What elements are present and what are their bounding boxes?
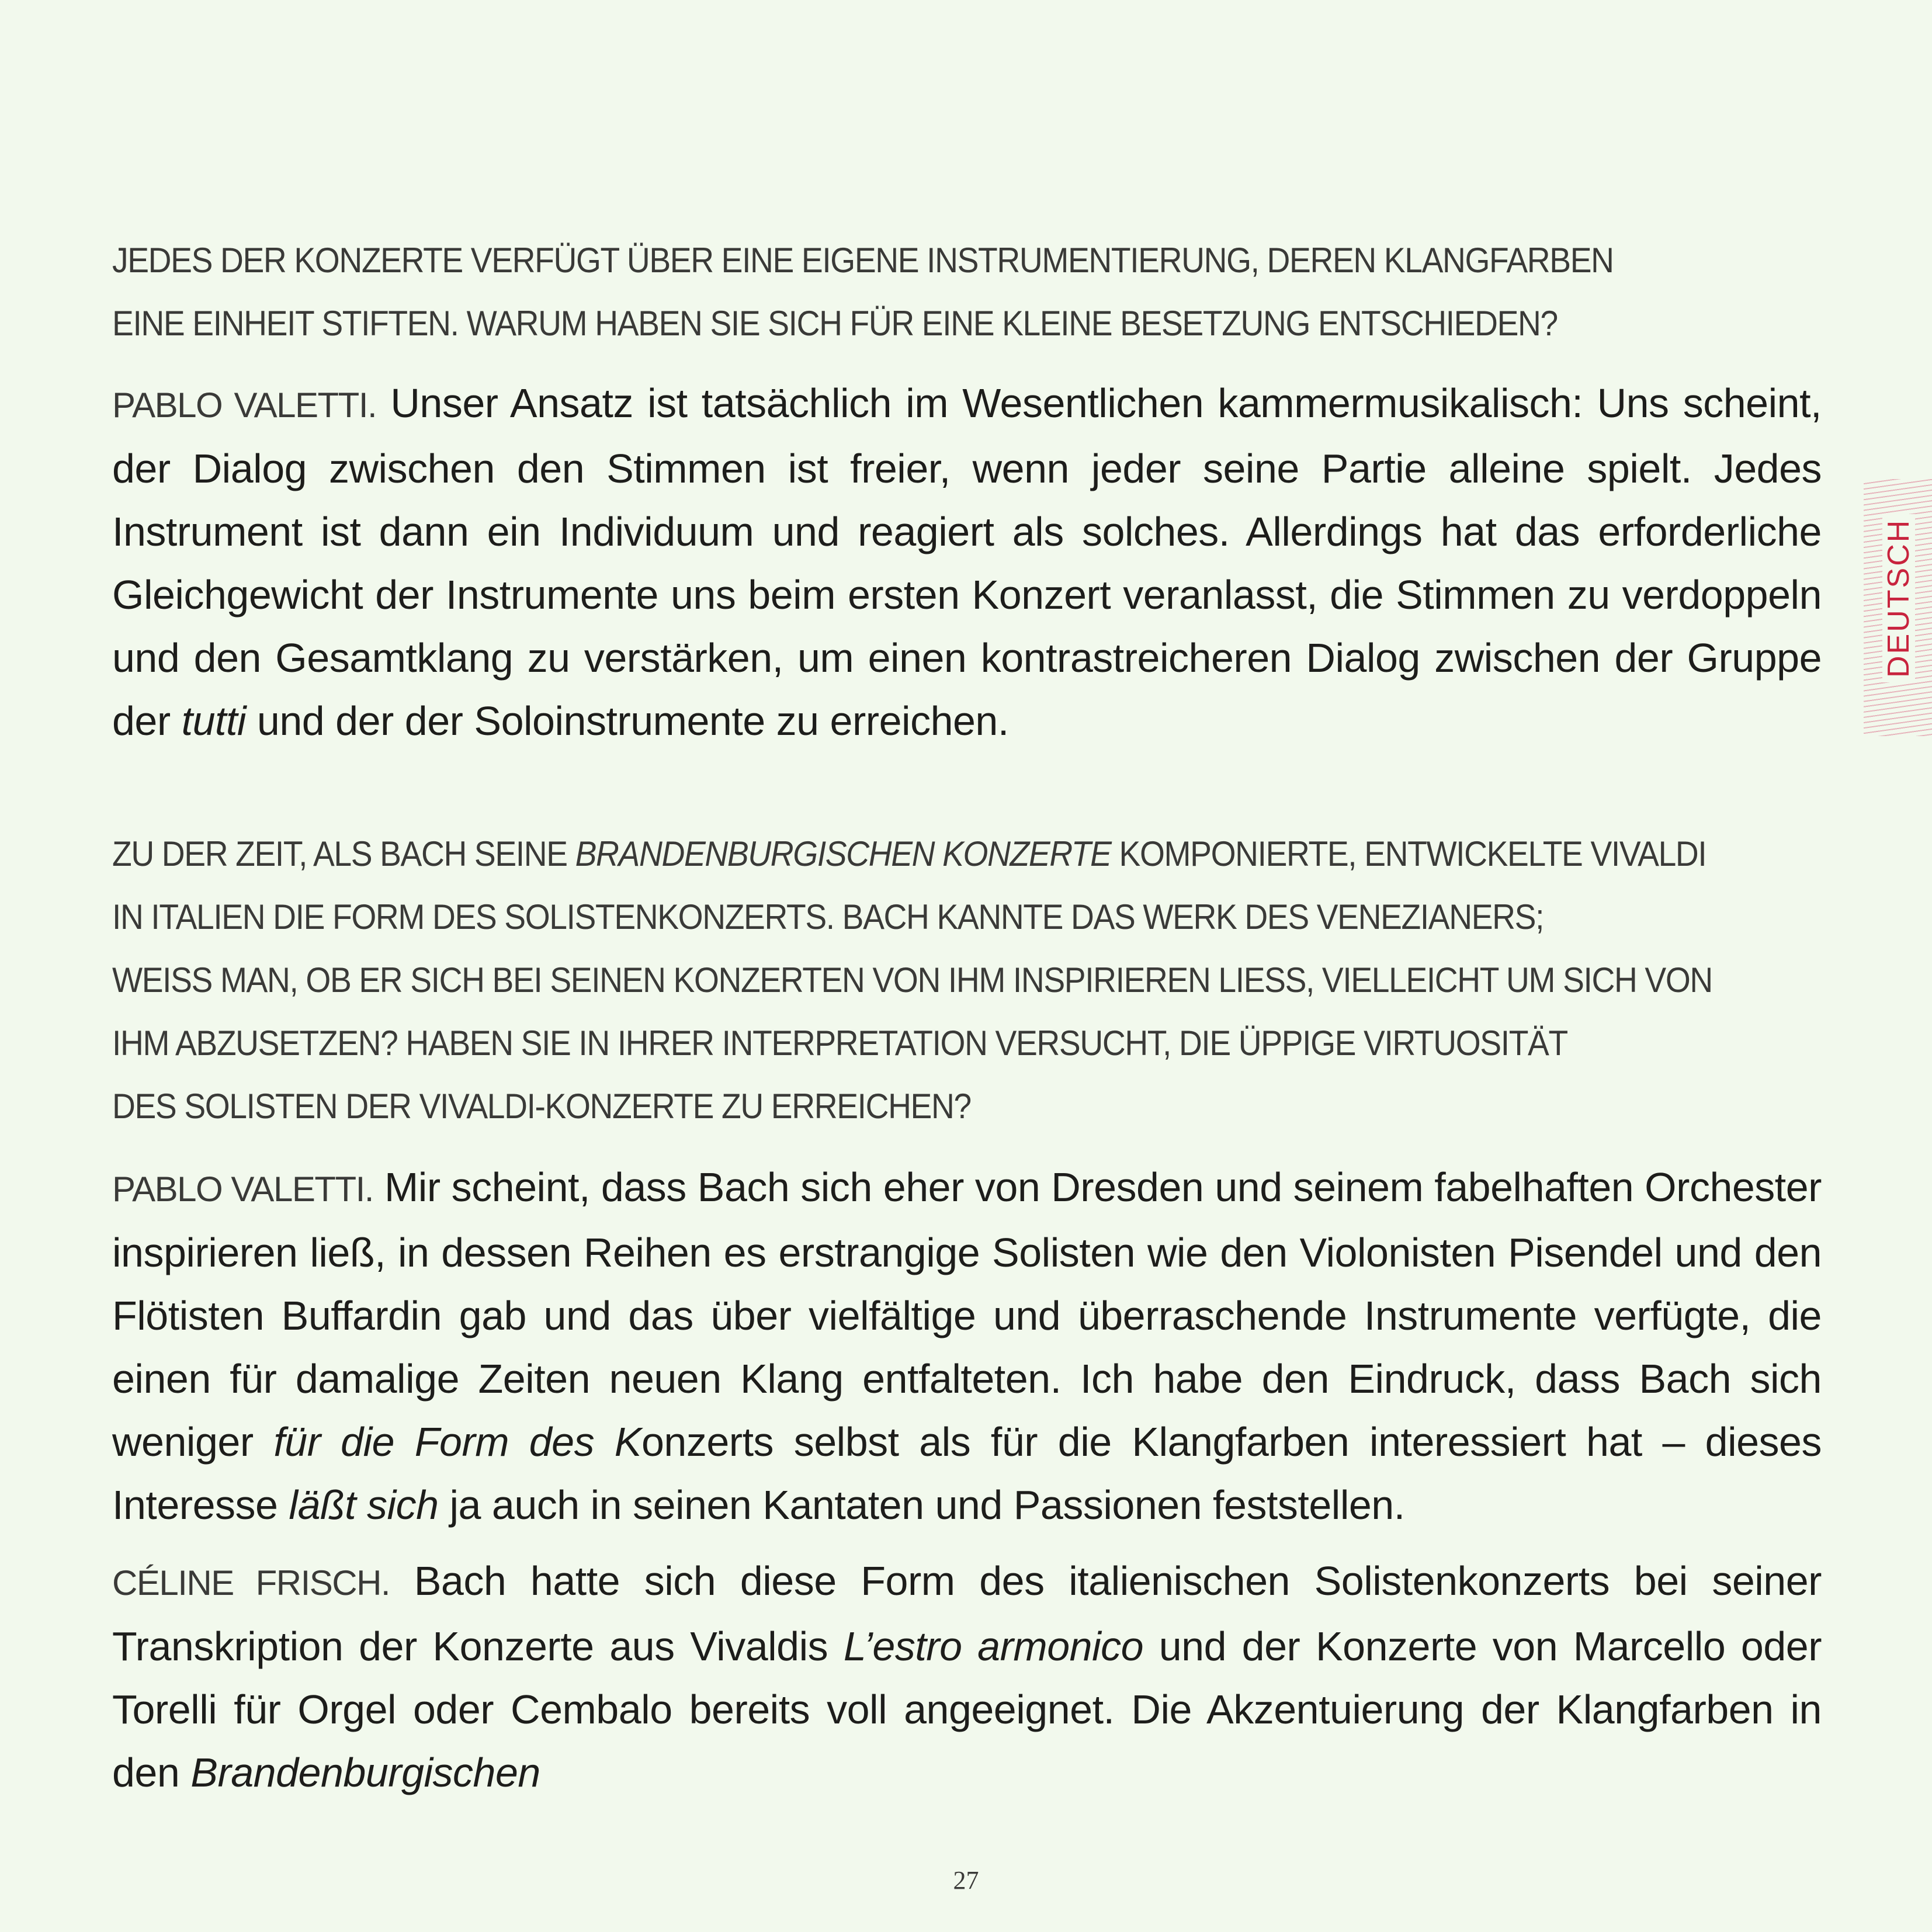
interview-block-2 <box>112 823 1822 1804</box>
question-2-line-1-a: ZU DER ZEIT, ALS BACH SEINE <box>112 834 575 873</box>
speaker-name: PABLO VALETTI. <box>112 1170 373 1209</box>
answer-3-italic-1: L’estro armonico <box>843 1624 1144 1669</box>
question-1 <box>112 229 1810 355</box>
answer-2 <box>112 1156 1822 1536</box>
question-2-line-1-italic: BRANDENBURGISCHEN KONZERTE <box>575 834 1111 873</box>
answer-3-text-2: und der Konzerte von Marcello oder Torelli für Orgel oder Cembalo bereits voll angeeignet. Die Akzentuierung der Klangfarben in den <box>112 1624 1822 1795</box>
question-2-line-4: IHM ABZUSETZEN? HABEN SIE IN IHRER INTERPRETATION VERSUCHT, DIE ÜPPIGE VIRTUOSITÄT <box>112 1024 1567 1063</box>
answer-2-text-2: onzerts selbst als für die Klangfarben interessiert hat – dieses Interesse <box>112 1419 1822 1528</box>
question-2-line-1 <box>112 823 1810 886</box>
speaker-name: PABLO VALETTI. <box>112 386 377 425</box>
answer-1 <box>112 372 1822 752</box>
answer-1-text-1: Unser Ansatz ist tatsächlich im Wesentlichen kammermusikalisch: Uns scheint, der Dialog zwischen den Stimmen ist freier, wenn jeder seine Partie alleine spielt. Jedes Instrument ist dann ein Individuum und reagiert als solches. Allerdings hat das erforderliche Gleichgewicht der Instrumente uns beim ersten Konzert veranlasst, die Stimmen zu verdoppeln und den Gesamtklang zu verstärken, um einen kontrastreicheren Dialog zwischen der Gruppe der <box>112 380 1822 744</box>
question-2-line-1-b: KOMPONIERTE, ENTWICKELTE VIVALDI <box>1111 834 1706 873</box>
question-2-line-5: DES SOLISTEN DER VIVALDI-KONZERTE ZU ERREICHEN? <box>112 1087 971 1126</box>
answer-3 <box>112 1549 1822 1804</box>
question-2-line-2: IN ITALIEN DIE FORM DES SOLISTENKONZERTS. BACH KANNTE DAS WERK DES VENEZIANERS; <box>112 897 1544 936</box>
answer-2-text-1: Mir scheint, dass Bach sich eher von Dresden und seinem fabelhaften Orchester inspirieren ließ, in dessen Reihen es erstrangige Solisten wie den Violonisten Pisendel und den Flötisten Buffardin gab und das über vielfältige und überraschende Instrumente verfügte, die einen für damalige Zeiten neuen Klang entfalteten. Ich habe den Eindruck, dass Bach sich weniger <box>112 1164 1822 1465</box>
page-number: 27 <box>953 1866 979 1895</box>
answer-2-italic-1: für die Form des K <box>273 1419 641 1465</box>
answer-2-text-3: ja auch in seinen Kantaten und Passionen feststellen. <box>438 1482 1405 1528</box>
question-1-line-1: JEDES DER KONZERTE VERFÜGT ÜBER EINE EIGENE INSTRUMENTIERUNG, DEREN KLANGFARBEN <box>112 241 1614 280</box>
speaker-name: CÉLINE FRISCH. <box>112 1563 390 1603</box>
question-2 <box>112 823 1810 1138</box>
answer-3-text-1: Bach hatte sich diese Form des italienischen Solistenkonzerts bei seiner Transkription der Konzerte aus Vivaldis <box>112 1558 1822 1669</box>
answer-2-italic-2: läßt sich <box>289 1482 439 1528</box>
answer-1-italic-1: tutti <box>181 698 246 744</box>
question-2-line-3: WEISS MAN, OB ER SICH BEI SEINEN KONZERTEN VON IHM INSPIRIEREN LIESS, VIELLEICHT UM SICH VON <box>112 960 1712 1000</box>
question-1-line-2: EINE EINHEIT STIFTEN. WARUM HABEN SIE SICH FÜR EINE KLEINE BESETZUNG ENTSCHIEDEN? <box>112 304 1558 343</box>
answer-1-text-2: und der der Soloinstrumente zu erreichen. <box>245 698 1009 744</box>
answer-3-italic-2: Brandenburgischen <box>190 1750 540 1795</box>
language-tab-label: DEUTSCH <box>1882 514 1915 682</box>
interview-block-1 <box>112 229 1822 752</box>
